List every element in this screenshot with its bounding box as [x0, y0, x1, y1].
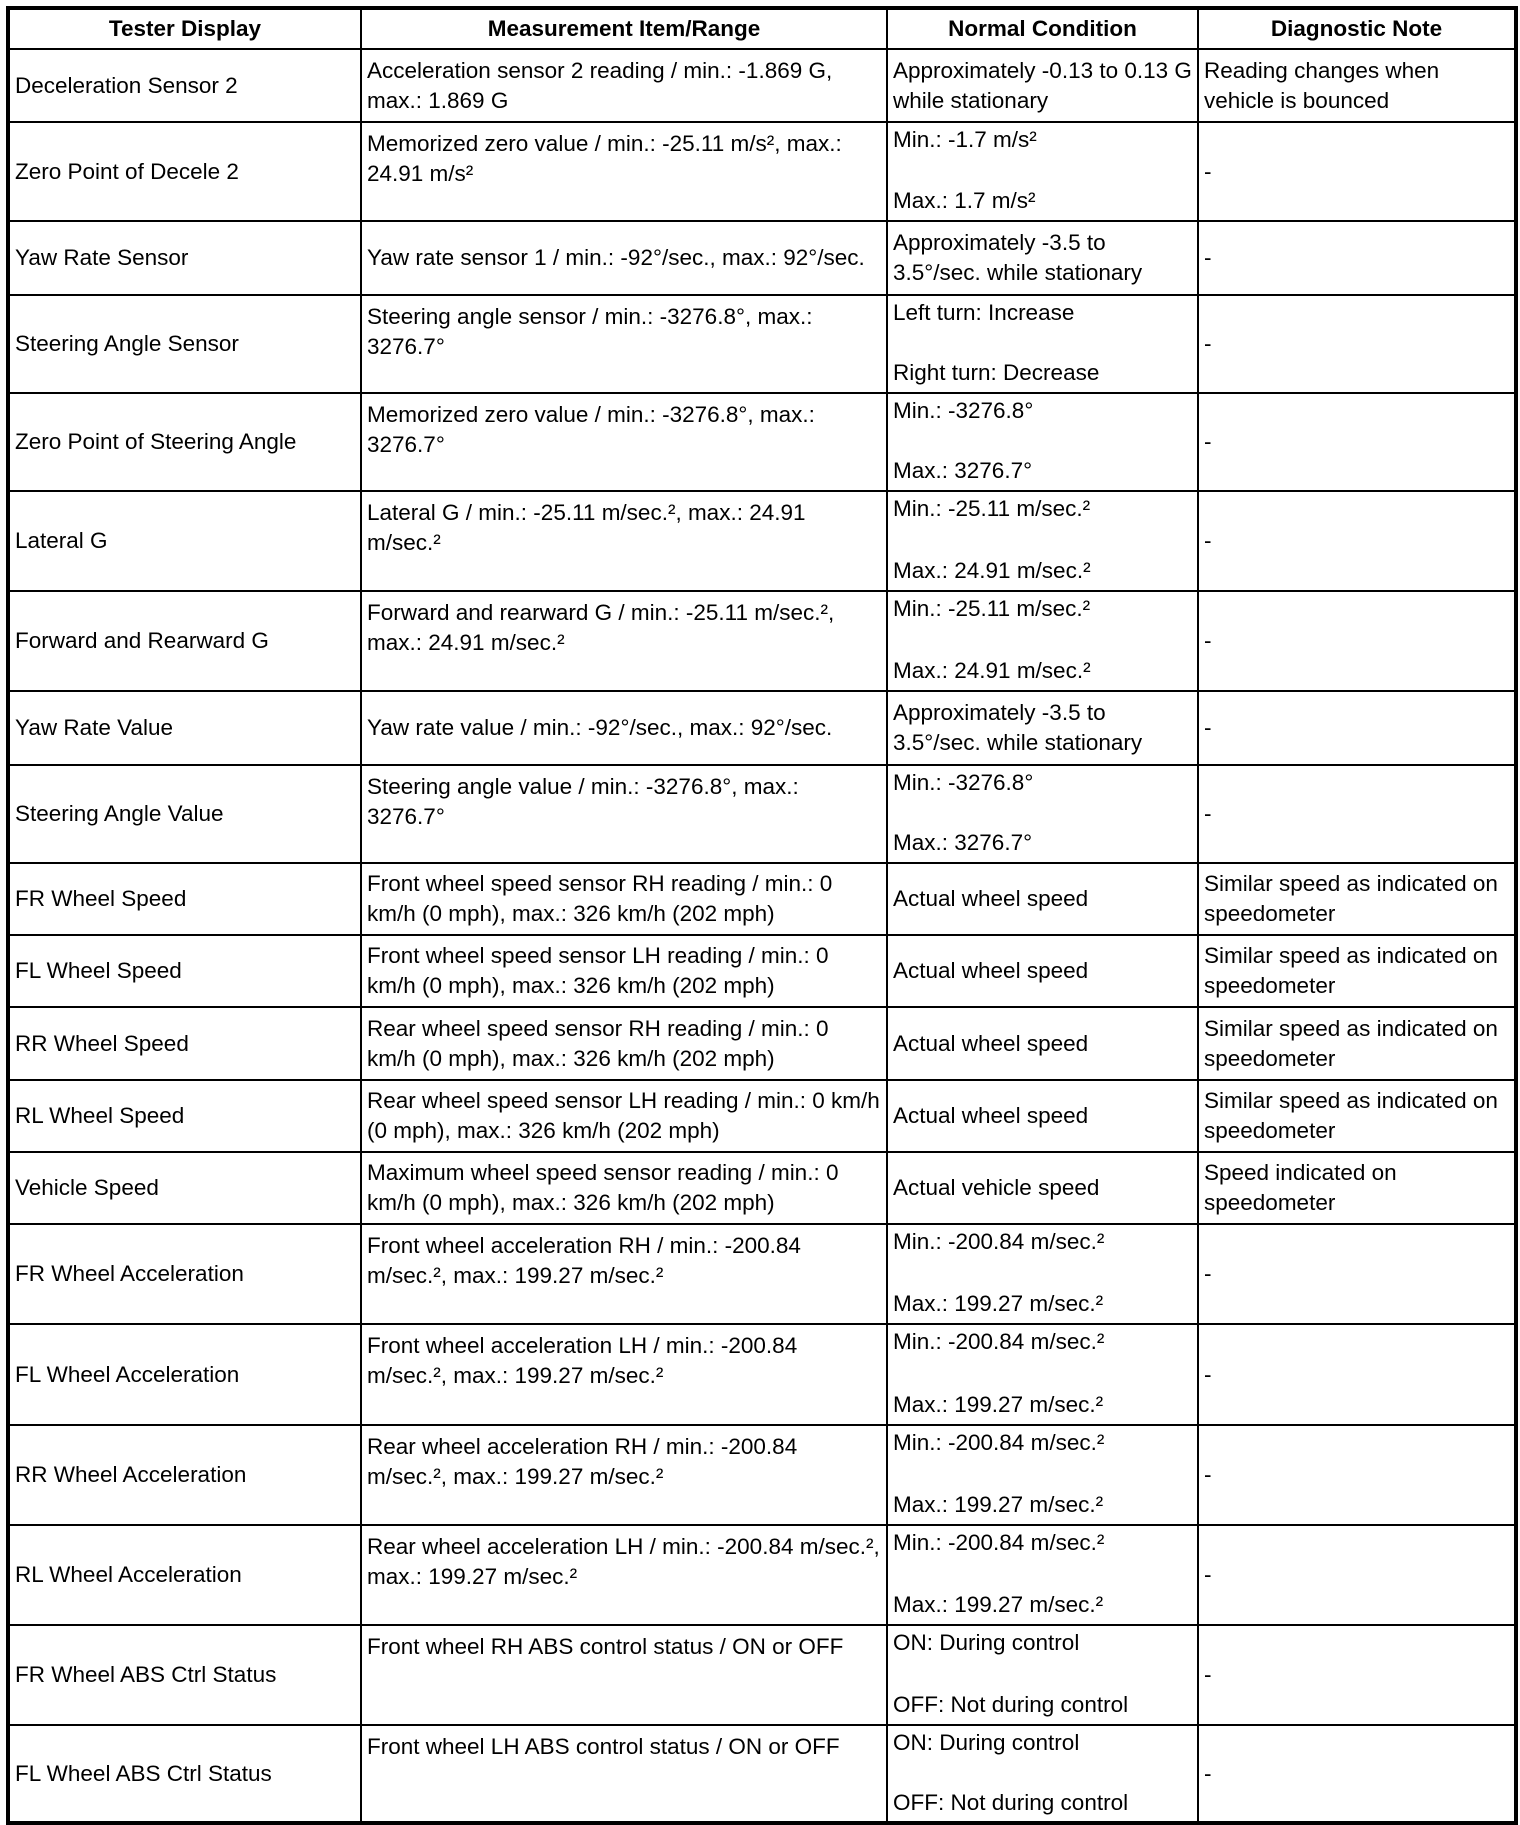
- normal-condition-line: ON: During control: [893, 1630, 1080, 1655]
- diagnostic-note-cell: Reading changes when vehicle is bounced: [1198, 49, 1516, 122]
- measurement-range-cell: Front wheel acceleration RH / min.: -200.84 m/sec.², max.: 199.27 m/sec.²: [361, 1224, 887, 1324]
- normal-condition-cell: [887, 295, 1198, 393]
- table-row: [8, 1080, 1516, 1152]
- table-row: [8, 221, 1516, 295]
- tester-display-cell: Steering Angle Value: [8, 765, 361, 863]
- table-row: [8, 691, 1516, 765]
- normal-condition-cell: [887, 122, 1198, 221]
- table-row: [8, 393, 1516, 491]
- normal-condition-line: Min.: -200.84 m/sec.²: [893, 1530, 1105, 1555]
- normal-condition-line: Max.: 24.91 m/sec.²: [893, 558, 1091, 583]
- tester-display-cell: FL Wheel Acceleration: [8, 1324, 361, 1425]
- table-row: [8, 1324, 1516, 1425]
- normal-condition-cell: Approximately -3.5 to 3.5°/sec. while stationary: [887, 691, 1198, 765]
- tester-display-cell: Forward and Rearward G: [8, 591, 361, 691]
- table-row: [8, 863, 1516, 935]
- table-row: [8, 1525, 1516, 1625]
- diagnostic-note-cell: -: [1198, 1324, 1516, 1425]
- normal-condition-cell: [887, 591, 1198, 691]
- normal-condition-line: Min.: -25.11 m/sec.²: [893, 596, 1091, 621]
- table-row: [8, 935, 1516, 1007]
- diagnostic-note-cell: -: [1198, 1725, 1516, 1823]
- normal-condition-cell: [887, 1625, 1198, 1725]
- normal-condition-line: ON: During control: [893, 1730, 1080, 1755]
- header-tester-display: Tester Display: [8, 8, 361, 49]
- diagnostic-note-cell: -: [1198, 1525, 1516, 1625]
- normal-condition-line: Min.: -1.7 m/s²: [893, 127, 1037, 152]
- measurement-range-cell: Memorized zero value / min.: -3276.8°, max.: 3276.7°: [361, 393, 887, 491]
- normal-condition-line: Max.: 3276.7°: [893, 830, 1033, 855]
- header-measurement-item: Measurement Item/Range: [361, 8, 887, 49]
- normal-condition-line: Max.: 199.27 m/sec.²: [893, 1291, 1104, 1316]
- tester-display-cell: FR Wheel Acceleration: [8, 1224, 361, 1324]
- measurement-range-cell: Front wheel LH ABS control status / ON or OFF: [361, 1725, 887, 1823]
- tester-display-cell: Deceleration Sensor 2: [8, 49, 361, 122]
- normal-condition-line: Max.: 199.27 m/sec.²: [893, 1392, 1104, 1417]
- normal-condition-cell: Approximately -0.13 to 0.13 G while stationary: [887, 49, 1198, 122]
- table-row: [8, 1725, 1516, 1823]
- normal-condition-line: OFF: Not during control: [893, 1692, 1129, 1717]
- diagnostic-note-cell: Similar speed as indicated on speedometer: [1198, 863, 1516, 935]
- tester-display-cell: Yaw Rate Sensor: [8, 221, 361, 295]
- diagnostic-note-cell: -: [1198, 691, 1516, 765]
- table-row: [8, 1007, 1516, 1080]
- measurement-range-cell: Front wheel RH ABS control status / ON or OFF: [361, 1625, 887, 1725]
- tester-display-cell: RL Wheel Acceleration: [8, 1525, 361, 1625]
- tester-display-cell: FL Wheel Speed: [8, 935, 361, 1007]
- normal-condition-line: Max.: 3276.7°: [893, 458, 1033, 483]
- tester-display-cell: Lateral G: [8, 491, 361, 591]
- table-header-row: [8, 8, 1516, 49]
- normal-condition-cell: [887, 1324, 1198, 1425]
- tester-display-cell: Yaw Rate Value: [8, 691, 361, 765]
- normal-condition-line: OFF: Not during control: [893, 1790, 1129, 1815]
- measurement-range-cell: Rear wheel speed sensor LH reading / min.: 0 km/h (0 mph), max.: 326 km/h (202 mph): [361, 1080, 887, 1152]
- normal-condition-cell: [887, 1725, 1198, 1823]
- normal-condition-cell: Actual wheel speed: [887, 1007, 1198, 1080]
- normal-condition-line: Min.: -25.11 m/sec.²: [893, 496, 1091, 521]
- normal-condition-line: Min.: -200.84 m/sec.²: [893, 1229, 1105, 1254]
- diagnostic-note-cell: -: [1198, 591, 1516, 691]
- normal-condition-cell: [887, 1224, 1198, 1324]
- diagnostic-note-cell: -: [1198, 491, 1516, 591]
- diagnostic-note-cell: -: [1198, 295, 1516, 393]
- normal-condition-line: Left turn: Increase: [893, 300, 1075, 325]
- tester-display-cell: Zero Point of Decele 2: [8, 122, 361, 221]
- normal-condition-line: Min.: -3276.8°: [893, 770, 1034, 795]
- normal-condition-cell: Actual wheel speed: [887, 935, 1198, 1007]
- header-diagnostic-note: Diagnostic Note: [1198, 8, 1516, 49]
- normal-condition-line: Max.: 199.27 m/sec.²: [893, 1592, 1104, 1617]
- tester-display-cell: RR Wheel Speed: [8, 1007, 361, 1080]
- measurement-range-cell: Forward and rearward G / min.: -25.11 m/sec.², max.: 24.91 m/sec.²: [361, 591, 887, 691]
- measurement-range-cell: Yaw rate value / min.: -92°/sec., max.: 92°/sec.: [361, 691, 887, 765]
- measurement-range-cell: Memorized zero value / min.: -25.11 m/s², max.: 24.91 m/s²: [361, 122, 887, 221]
- measurement-range-cell: Acceleration sensor 2 reading / min.: -1.869 G, max.: 1.869 G: [361, 49, 887, 122]
- table-row: [8, 591, 1516, 691]
- normal-condition-line: Max.: 24.91 m/sec.²: [893, 658, 1091, 683]
- normal-condition-line: Right turn: Decrease: [893, 360, 1100, 385]
- normal-condition-cell: [887, 1425, 1198, 1525]
- normal-condition-line: Min.: -200.84 m/sec.²: [893, 1430, 1105, 1455]
- measurement-range-cell: Rear wheel acceleration LH / min.: -200.84 m/sec.², max.: 199.27 m/sec.²: [361, 1525, 887, 1625]
- tester-display-cell: Vehicle Speed: [8, 1152, 361, 1224]
- normal-condition-line: Max.: 1.7 m/s²: [893, 188, 1036, 213]
- data-list-table: [6, 6, 1518, 1825]
- normal-condition-line: Max.: 199.27 m/sec.²: [893, 1492, 1104, 1517]
- diagnostic-note-cell: Similar speed as indicated on speedometer: [1198, 1080, 1516, 1152]
- measurement-range-cell: Front wheel speed sensor RH reading / min.: 0 km/h (0 mph), max.: 326 km/h (202 mph): [361, 863, 887, 935]
- measurement-range-cell: Lateral G / min.: -25.11 m/sec.², max.: 24.91 m/sec.²: [361, 491, 887, 591]
- measurement-range-cell: Front wheel speed sensor LH reading / min.: 0 km/h (0 mph), max.: 326 km/h (202 mph): [361, 935, 887, 1007]
- diagnostic-note-cell: -: [1198, 1425, 1516, 1525]
- table-row: [8, 122, 1516, 221]
- normal-condition-cell: [887, 1525, 1198, 1625]
- normal-condition-cell: [887, 765, 1198, 863]
- tester-display-cell: Steering Angle Sensor: [8, 295, 361, 393]
- table-row: [8, 295, 1516, 393]
- tester-display-cell: FL Wheel ABS Ctrl Status: [8, 1725, 361, 1823]
- diagnostic-note-cell: -: [1198, 393, 1516, 491]
- table-row: [8, 1224, 1516, 1324]
- header-normal-condition: Normal Condition: [887, 8, 1198, 49]
- normal-condition-cell: Actual wheel speed: [887, 1080, 1198, 1152]
- measurement-range-cell: Rear wheel speed sensor RH reading / min.: 0 km/h (0 mph), max.: 326 km/h (202 mph): [361, 1007, 887, 1080]
- diagnostic-note-cell: -: [1198, 765, 1516, 863]
- normal-condition-cell: Actual wheel speed: [887, 863, 1198, 935]
- table-row: [8, 491, 1516, 591]
- measurement-range-cell: Steering angle sensor / min.: -3276.8°, max.: 3276.7°: [361, 295, 887, 393]
- table-row: [8, 1425, 1516, 1525]
- tester-display-cell: FR Wheel Speed: [8, 863, 361, 935]
- measurement-range-cell: Front wheel acceleration LH / min.: -200.84 m/sec.², max.: 199.27 m/sec.²: [361, 1324, 887, 1425]
- normal-condition-line: Min.: -3276.8°: [893, 398, 1034, 423]
- diagnostic-note-cell: Similar speed as indicated on speedometer: [1198, 1007, 1516, 1080]
- measurement-range-cell: Maximum wheel speed sensor reading / min.: 0 km/h (0 mph), max.: 326 km/h (202 mph): [361, 1152, 887, 1224]
- table-row: [8, 1625, 1516, 1725]
- table-row: [8, 1152, 1516, 1224]
- normal-condition-cell: [887, 393, 1198, 491]
- diagnostic-note-cell: Speed indicated on speedometer: [1198, 1152, 1516, 1224]
- measurement-range-cell: Rear wheel acceleration RH / min.: -200.84 m/sec.², max.: 199.27 m/sec.²: [361, 1425, 887, 1525]
- tester-display-cell: RR Wheel Acceleration: [8, 1425, 361, 1525]
- normal-condition-cell: [887, 491, 1198, 591]
- table-row: [8, 765, 1516, 863]
- normal-condition-line: Min.: -200.84 m/sec.²: [893, 1329, 1105, 1354]
- diagnostic-note-cell: -: [1198, 122, 1516, 221]
- tester-display-cell: FR Wheel ABS Ctrl Status: [8, 1625, 361, 1725]
- measurement-range-cell: Steering angle value / min.: -3276.8°, max.: 3276.7°: [361, 765, 887, 863]
- diagnostic-note-cell: -: [1198, 1224, 1516, 1324]
- diagnostic-note-cell: -: [1198, 1625, 1516, 1725]
- measurement-range-cell: Yaw rate sensor 1 / min.: -92°/sec., max.: 92°/sec.: [361, 221, 887, 295]
- normal-condition-cell: Actual vehicle speed: [887, 1152, 1198, 1224]
- tester-display-cell: Zero Point of Steering Angle: [8, 393, 361, 491]
- table-row: [8, 49, 1516, 122]
- tester-display-cell: RL Wheel Speed: [8, 1080, 361, 1152]
- diagnostic-note-cell: -: [1198, 221, 1516, 295]
- normal-condition-cell: Approximately -3.5 to 3.5°/sec. while stationary: [887, 221, 1198, 295]
- diagnostic-note-cell: Similar speed as indicated on speedometer: [1198, 935, 1516, 1007]
